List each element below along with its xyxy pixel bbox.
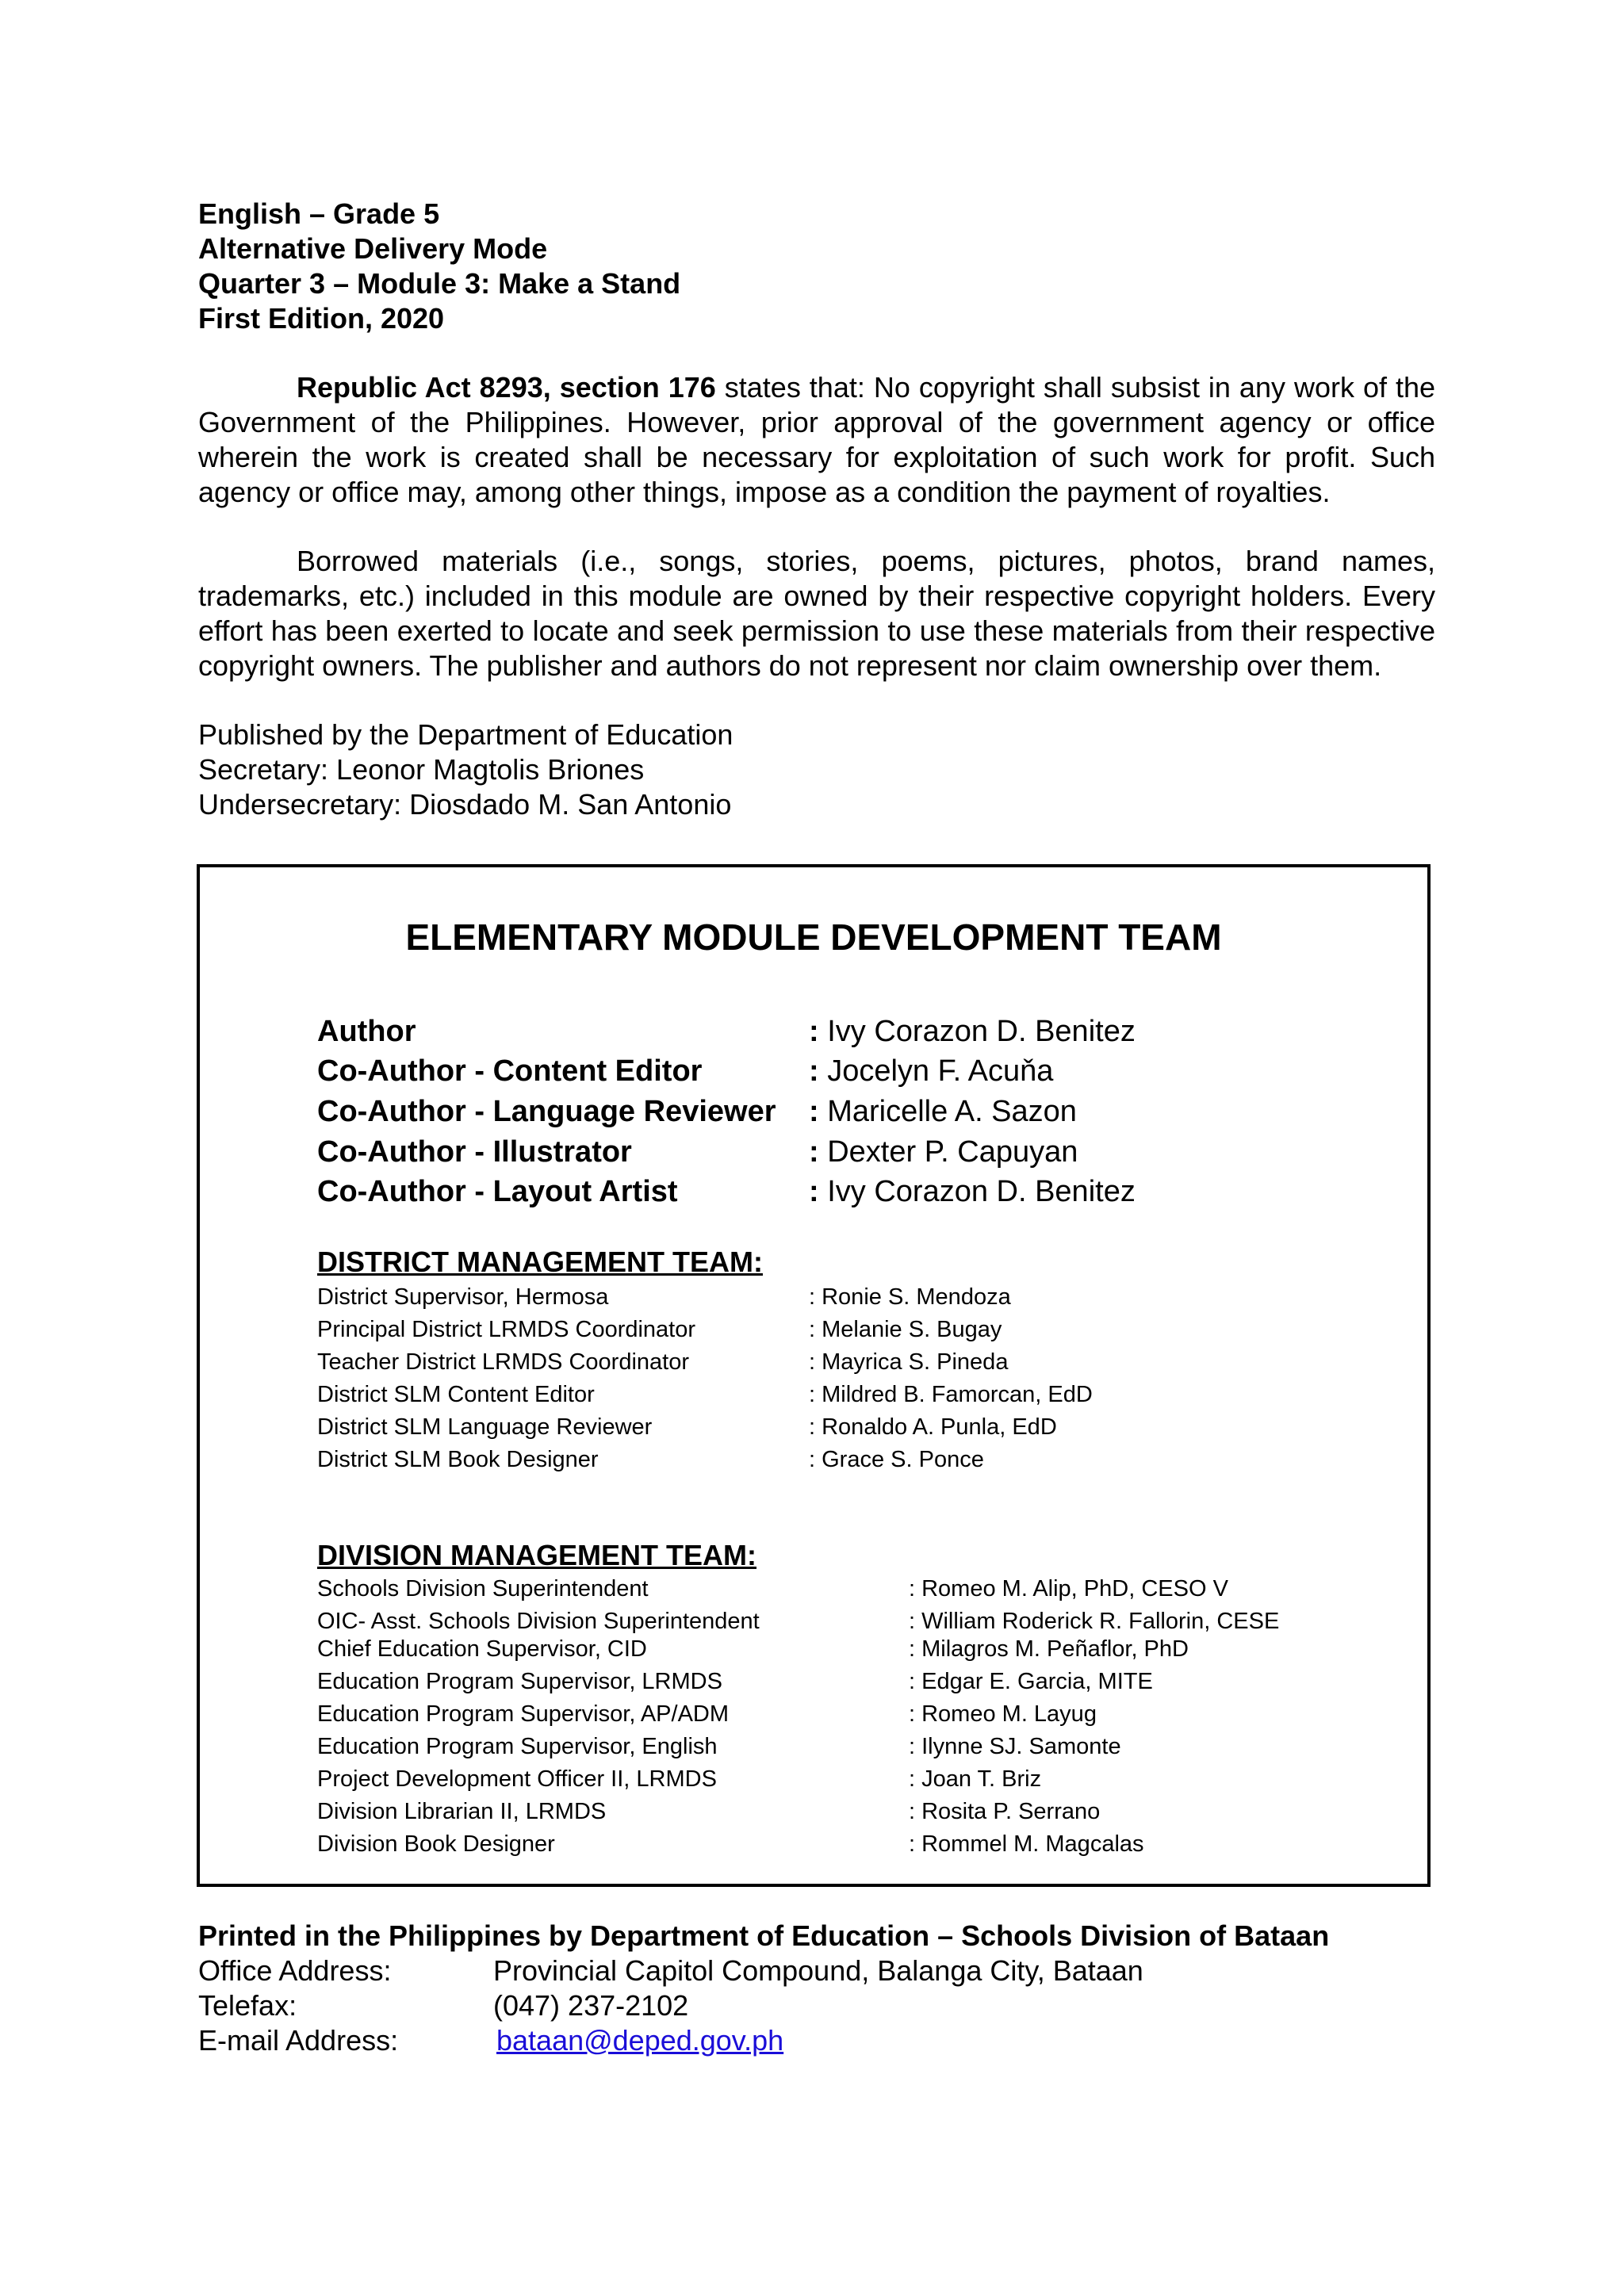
team-role: Author [317,1015,416,1048]
team-member: : Rosita P. Serrano [909,1799,1101,1824]
team-role: Education Program Supervisor, LRMDS [317,1669,722,1694]
team-row [317,1379,1093,1410]
delivery-mode-line: Alternative Delivery Mode [198,232,548,265]
team-member: Ivy Corazon D. Benitez [827,1175,1136,1208]
module-info [198,197,1435,336]
team-row [317,1314,1002,1345]
team-role: Co-Author - Content Editor [317,1054,703,1088]
law-reference: Republic Act 8293, section 176 [297,371,716,404]
team-role: Division Book Designer [317,1831,555,1857]
borrowed-materials-paragraph [198,544,1435,683]
team-role: Principal District LRMDS Coordinator [317,1317,696,1342]
module-line: Quarter 3 – Module 3: Make a Stand [198,267,681,300]
team-member: : Rommel M. Magcalas [909,1831,1144,1857]
office-address-label: Office Address: [198,1954,392,1987]
team-row: Co-Author - Language Reviewer : Maricelle A. Sazon [317,1092,1077,1131]
office-address-value: Provincial Capitol Compound, Balanga City, Bataan [493,1954,1143,1987]
team-row [317,1633,1189,1665]
team-row [317,1796,1100,1827]
team-role: Teacher District LRMDS Coordinator [317,1349,689,1375]
team-role: Division Librarian II, LRMDS [317,1799,607,1824]
team-row [317,1444,984,1475]
office-address-row [198,1954,1329,1988]
team-role: Education Program Supervisor, AP/ADM [317,1701,730,1727]
team-row [317,1731,1121,1762]
team-member: Ivy Corazon D. Benitez [827,1015,1136,1048]
team-row: Co-Author - Content Editor : Jocelyn F. Acuňa [317,1051,1053,1091]
team-member: : Romeo M. Layug [909,1701,1097,1727]
team-role: District SLM Content Editor [317,1382,595,1407]
team-role: Chief Education Supervisor, CID [317,1636,647,1662]
team-role: Co-Author - Illustrator [317,1135,632,1169]
team-member: : Mildred B. Famorcan, EdD [809,1382,1093,1407]
team-member: Dexter P. Capuyan [827,1135,1078,1169]
team-member: : Ronie S. Mendoza [809,1284,1011,1310]
team-member: : Milagros M. Peñaflor, PhD [909,1636,1189,1662]
team-row [317,1411,1057,1443]
law-text: states that: No copyright shall subsist in any work of the Government of the Philippines. However, prior approval of the government agency or office wherein the work is created shall be necessary for exploitation of such work for profit. Such agency or office may, among other things, impose as a condition the payment of royalties. [198,371,1435,508]
email-row [198,2023,1329,2058]
team-member: : Joan T. Briz [909,1766,1042,1792]
team-member: Maricelle A. Sazon [827,1095,1077,1128]
team-row [317,1605,1279,1637]
team-role: Schools Division Superintendent [317,1576,649,1601]
team-row [317,1281,1011,1313]
team-role: OIC- Asst. Schools Division Superintendent [317,1609,760,1634]
development-team-box [197,864,1431,1887]
team-row [317,1828,1144,1860]
team-row [317,1666,1153,1697]
team-member: : Ronaldo A. Punla, EdD [809,1414,1057,1440]
team-role: Co-Author - Language Reviewer [317,1095,776,1128]
team-member: : Grace S. Ponce [809,1447,984,1472]
borrowed-text: Borrowed materials (i.e., songs, stories, poems, pictures, photos, brand names, trademarks, etc.) included in this module are owned by their respective copyright holders. Every effort has been exerted to locate and seek permission to use these materials from their respective copyright owners. The publisher and authors do not represent nor claim ownership over them. [198,545,1435,682]
team-row [317,1346,1008,1378]
team-member: Jocelyn F. Acuňa [827,1054,1054,1088]
secretary: Secretary: Leonor Magtolis Briones [198,753,645,786]
team-member: : Melanie S. Bugay [809,1317,1002,1342]
published-by: Published by the Department of Education [198,718,733,751]
district-team-heading: DISTRICT MANAGEMENT TEAM: [317,1246,763,1278]
subject-line: English – Grade 5 [198,197,440,230]
team-title: ELEMENTARY MODULE DEVELOPMENT TEAM [405,916,1222,958]
team-row [317,1698,1097,1730]
team-row [317,1573,1228,1605]
team-member: : Mayrica S. Pineda [809,1349,1009,1375]
team-role: Project Development Officer II, LRMDS [317,1766,717,1792]
team-member: : William Roderick R. Fallorin, CESE [909,1609,1280,1634]
edition-line: First Edition, 2020 [198,302,445,335]
team-role: District Supervisor, Hermosa [317,1284,609,1310]
team-row: Co-Author - Illustrator : Dexter P. Capuyan [317,1132,1078,1172]
team-role: District SLM Book Designer [317,1447,599,1472]
copyright-paragraph [198,370,1435,510]
team-member: : Edgar E. Garcia, MITE [909,1669,1153,1694]
email-label: E-mail Address: [198,2024,399,2057]
team-row [317,1763,1041,1795]
telefax-value: (047) 237-2102 [493,1989,689,2022]
team-role: Education Program Supervisor, English [317,1734,718,1759]
team-member: : Ilynne SJ. Samonte [909,1734,1121,1759]
team-row: Co-Author - Layout Artist : Ivy Corazon D. Benitez [317,1172,1136,1211]
printer-info [198,1919,1329,2058]
team-role: District SLM Language Reviewer [317,1414,653,1440]
copyright-page [198,197,1435,822]
publisher-info [198,718,1435,822]
printed-by: Printed in the Philippines by Department of Education – Schools Division of Bataan [198,1919,1330,1952]
team-row: Author : Ivy Corazon D. Benitez [317,1012,1136,1051]
team-role: Co-Author - Layout Artist [317,1175,678,1208]
undersecretary: Undersecretary: Diosdado M. San Antonio [198,788,732,821]
telefax-label: Telefax: [198,1989,297,2022]
email-link[interactable]: bataan@deped.gov.ph [496,2024,784,2057]
team-member: : Romeo M. Alip, PhD, CESO V [909,1576,1228,1601]
telefax-row [198,1988,1329,2023]
division-team-heading: DIVISION MANAGEMENT TEAM: [317,1539,756,1571]
